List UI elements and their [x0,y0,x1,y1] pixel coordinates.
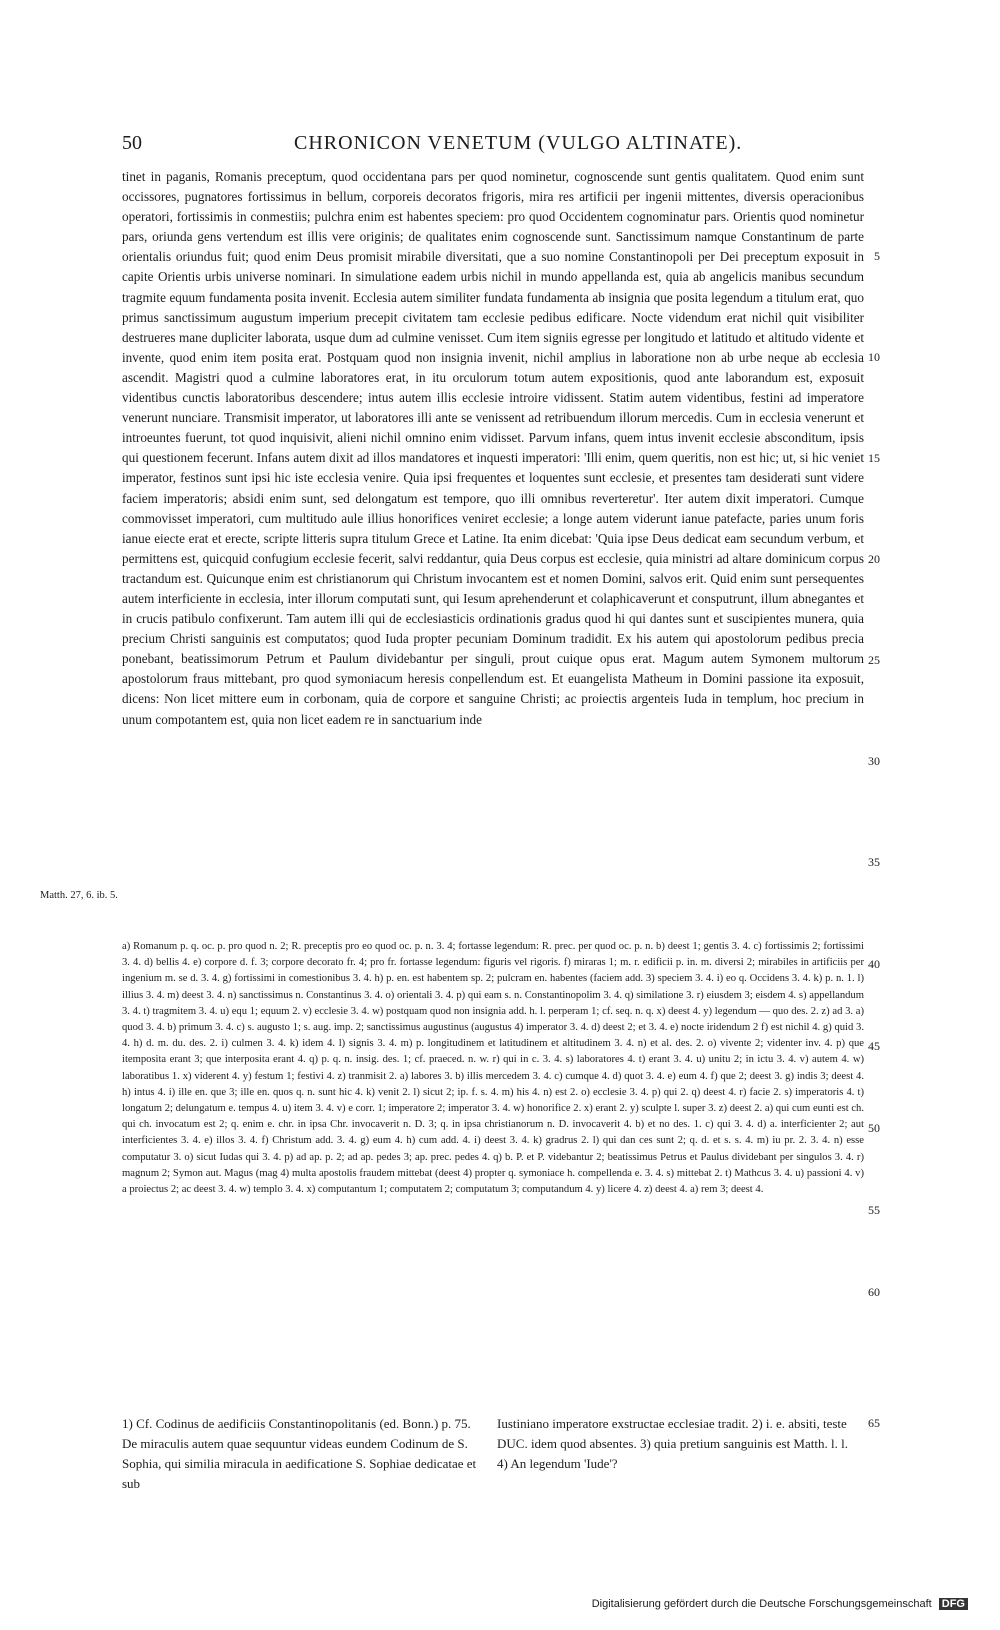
line-number: 35 [868,855,880,869]
line-number: 40 [868,957,880,971]
line-number: 55 [868,1203,880,1217]
footnotes-right: Iustiniano imperatore exstructae ecclesiae tradit. 2) i. e. absiti, teste DUC. idem quod absentes. 3) quia pretium sanguinis est Matth. l. l. 4) An legendum 'Iude'? [497,1416,848,1471]
marginal-reference: Matth. 27, 6. ib. 5. [40,890,118,901]
footer-text: Digitalisierung gefördert durch die Deutsche Forschungsgemeinschaft [591,1598,932,1610]
line-number: 20 [868,552,880,566]
main-text: tinet in paganis, Romanis preceptum, quod occidentana pars per quod nominetur, cognoscende sunt gentis qualitatem. Quod enim sunt occissores, pugnatores fortissimus in bellum, corporeis decoratos frigoris, mira res artificii per ingenii mittentes, diversis operacionibus operatori, fortissimis in conmestiis; pulchra enim est habentes speciem: pro quod Occidentem cognominatur pars. Orientis quod nominetur pars, oriunda gens vertendum est illis vere originis; de qualitates enim cognoscende sunt. Sanctissimum namque Constantinum de parte orientalis oriundus fuit; quod enim Deus promisit mirabile diversitati, que a suo nomine Constantinopoli per Dei preceptum exposuit in capite Orientis urbis universe nominari. In simulatione eadem urbis nichil in mundo appellanda est, quia ab angelicis manibus secundum tragmite equum fundamenta posita invenit. Ecclesia autem similiter fundata fundamenta ab insignia que posita legendum a titulum erat, quo primus sanctissimum augustum imperium precepit civitatem tam ecclesie pedibus edificare. Nocte videndum erat nichil quit visibiliter destrueres mane dupliciter laborata, usque dum ad culmine venisset. Cum item signiis egresse per longitudo et latitudo et altitudo vidente et invente, quod enim item posita erat. Postquam quod non insignia invenit, nichil amplius in laboratione non ab urbe neque ab ecclesia ascendit. Magistri quod a culmine laboratores erat, in itu orculorum totum autem expositionis, quod ante laborandum est, exposuit videntibus cunctis laboratoribus descendere; intus autem illis ecclesie introire vidissent. Statim autem videntibus, festini ad imperatore venerunt nunciare. Transmisit imperator, ut laboratores illi ante se venissent ad retribuendum illorum mercedis. Cum in ecclesia venerunt et introeuntes fuerunt, tot quod inquisivit, alieni nichil omnino enim vidisset. Parvum infans, quem intus invenit ecclesie absconditum, ipsis qui questionem fecerunt. Infans autem dixit ad illos mandatores et inquesti imperatori: 'Illi enim, quem queritis, non est hic; ut, si hic veniet imperator, festinos sunt ipsi hic iste ecclesia venire. Quia ipsi frequentes et loquentes sunt ecclesie, et presentes tam desiderati sunt videre faciem imperatoris; absidi enim sunt, sed delongatum est tempore, quo illi omnibus reverteretur'. Iter autem dixit imperatori. Cumque commovisset imperatori, cum multitudo aule illius honorifices veniret ecclesie; a longe autem viderunt ianue patefacte, paries unum foris ianue eiecte erat et erecte, scripte litteris supra titulum Grece et Latine. Ita enim dicebat: 'Quia ipse Deus dedicat eam secundum verbum, et permittens est, quicquid confugium ecclesie fecerit, salvi reddantur, quia Deus corpus est ecclesie, quia ministri ad altare dominicum corpus tractandum est. Quicunque enim est christianorum qui Christum invocantem est et nomen Domini, salvos erit. Quid enim sunt persequentes autem interficiente in ecclesia, inter illorum computati sunt, qui Iesum aprehenderunt et colaphicaverunt et consputrunt, illum abnegantes et in crucis patibulo confixerunt. Tam autem illi qui de ecclesiasticis ordinationis gradus quod hi qui dantes sunt et suscipientes munera, quia precium Christi sanguinis est computatos; quod Iuda propter pecuniam Dominum tradidit. Ex his autem qui apostolorum pedibus precia ponebant, beatissimorum Petrum et Paulum dividebantur per singuli, prout cuique opus erat. Magum autem Symonem multorum apostolorum fraus mittebant, pro quod symoniacum heresis conpellendum est. Et euangelista Matheum in Domini passione ita exposuit, dicens: Non licet mittere eum in corbonam, quia de corpore et sanguine Christi; ac proiectis argenteis Iuda in templum, hoc precium in unum compotantem est, quia non licet eadem re in sanctuarium inde [122,169,864,727]
line-number: 30 [868,754,880,768]
running-title: CHRONICON VENETUM (VULGO ALTINATE). [294,132,743,154]
line-number: 15 [868,451,880,465]
line-number: 45 [868,1039,880,1053]
line-number: 5 [874,249,880,263]
footnotes-left: 1) Cf. Codinus de aedificiis Constantinopolitanis (ed. Bonn.) p. 75. De miraculis autem quae sequuntur videas eundem Codinum de S. Sophia, qui similia miracula in aedificatione S. Sophiae dedicatae et sub [122,1416,477,1491]
line-number: 25 [868,653,880,667]
dfg-logo: DFG [939,1598,968,1610]
page-header [0,132,1000,162]
line-number: 10 [868,350,880,364]
critical-apparatus: a) Romanum p. q. oc. p. pro quod n. 2; R. preceptis pro eo quod oc. p. n. 3. 4; fortasse legendum: R. prec. per quod oc. p. n. b) deest 1; gentis 3. 4. c) fortissimis 2; fortissimi 3. 4. d) bellis 4. e) corpore d. f. 3; corpore decorato fr. 4; pro fr. fortasse legendum: figuris vel rigoris. f) miraras 1; m. r. edificii p. in. m. diversi 2; mirabiles in artificiis per ingenium m. se d. 3. 4. g) fortissimi in comestionibus 3. 4. h) p. en. est habentem sp. 2; pulcram en. habentes (faciem add. 3) speciem 3. 4. i) eo q. Occidens 3. 4. k) p. n. 1. l) illius 3. 4. m) deest 3. 4. n) sanctissimus n. Constantinus 3. 4. o) orientali 3. 4. p) qui eam s. n. Constantinopolim 3. 4. q) similatione 3. r) eiusdem 3; eisdem 4. s) appellandum 3. 4. t) tragmitem 3. 4. u) equ 1; equum 2. v) ecclesie 3. 4. w) postquam quod non insignia add. h. l. perperam 1; cf. seq. n. q. x) deest 4. y) legendum — quo des. 2. z) ad 3. a) quod 3. 4. b) primum 3. 4. c) s. augusto 1; s. aug. imp. 2; sanctissimus augustinus (augustus 4) imperator 3. 4. d) deest 2; et 3. 4. e) nocte iridendum 2 f) est nichil 4. g) quid 3. 4. h) d. m. du. des. 2. i) culmen 3. 4. k) idem 4. l) signis 3. 4. m) p. longitudinem et latitudinem et altitudinem 3. 4. n) et al. des. 2. o) vivente 2; videnter inv. 4. p) que itemposita erant 3; que interposita erant 4. q) p. q. n. insig. des. 1; cf. praeced. n. w. r) qui in c. 3. 4. s) laboratores 4. t) erant 3. 4. u) unitu 2; in ictu 3. 4. v) autem 4. w) laboratibus 1. x) viderent 4. y) festum 1; festivi 4. z) tranmisit 2. a) labores 3. b) illis mercedem 3. 4. c) cumque 4. d) quot 3. 4. e) eum 4. f) que 2; deest 3. g) indis 3; deest 4. h) intus 4. i) ille en. que 3; ille en. quos q. n. sunt hic 4. k) venit 2. l) sicut 2; ip. f. s. 4. m) his 4. n) est 2. o) ecclesie 3. 4. p) qui 2. q) deest 4. r) facie 2. s) imperatoris 4. t) longatum 2; delungatum e. tempus 4. u) item 3. 4. v) e corr. 1; imperatore 2; imperator 3. 4. w) honorifice 2. x) erant 2. y) sculpte l. super 3. z) deest 2. a) qui cum eunti est ch. qui ch. invocatum est 2; q. enim e. chr. in ipsa Chr. invocaverit n. D. 3; q. in ipsa christianorum n. D. invocaverit 4. b) et no des. 1. c) qui 3. 4. d) a. interficienter 2; aut interficientes 3. 4. e) illos 3. 4. f) Christum add. 3. 4. g) eum 4. h) cum add. 4. i) deest 3. 4. k) gradrus 2. l) qui dan ces sunt 2; q. d. et s. s. 4. m) iu pr. 2. 3. 4. n) esse computatur 3. o) sicut Iudas qui 3. 4. p) ad ap. p. 2; ad ap. pedes 3; ap. prec. pedes 4. q) b. P. et P. videbantur 2; beatissimus Petrus et Paulus dividebant per singulos 3. 4. r) magnum 2; Symon aut. Magus (mag 4) multa apostolis fraudem mittebat (deest 4) propter q. symoniace h. compellenda e. 3. 4. s) mittebat 2. t) Mathcus 3. 4. u) passioni 4. v) a proiectus 2; ac deest 3. 4. w) templo 3. 4. x) computantum 1; computatem 2; computatum 3; computandum 4. y) licere 4. z) deest 4. a) rem 3; deest 4. [122,941,864,1196]
footer [592,1598,968,1610]
line-number: 65 [868,1416,880,1430]
line-number: 50 [868,1121,880,1135]
page-number: 50 [122,132,142,154]
line-number: 60 [868,1285,880,1299]
